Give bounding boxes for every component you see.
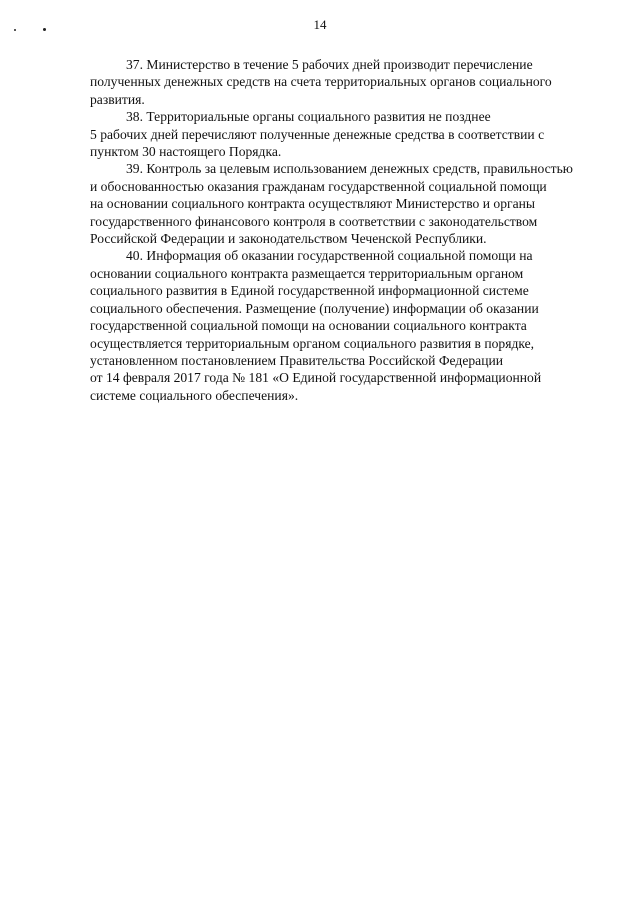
paragraph-40: 40. Информация об оказании государственной социальной помощи на основании социального контракта размещается территориальным органом социального развития в Единой государственной информационной системе социального обеспечения. Размещение (получение) информации об оказании государственной социальной помощи на основании социального контракта осуществляется территориальным органом социального развития в порядке, установленном постановлением Правительства Российской Федерации от 14 февраля 2017 года № 181 «О Единой государственной информационной системе социального обеспечения».	[90, 248, 542, 403]
page-number: 14	[313, 17, 327, 32]
paragraph-39: 39. Контроль за целевым использованием денежных средств, правильностью и обоснованностью оказания гражданам государственной социальной помощи на основании социального контракта осуществляют Министерство и органы государственного финансового контроля в соответствии с законодательством Российской Федерации и законодательством Чеченской Республики.	[90, 161, 573, 247]
paragraph-37: 37. Министерство в течение 5 рабочих дней производит перечисление полученных денежных средств на счета территориальных органов социального развития.	[90, 57, 552, 107]
document-body	[90, 56, 595, 404]
paragraph-38: 38. Территориальные органы социального развития не позднее 5 рабочих дней перечисляют полученные денежные средства в соответствии с пунктом 30 настоящего Порядка.	[90, 109, 545, 160]
